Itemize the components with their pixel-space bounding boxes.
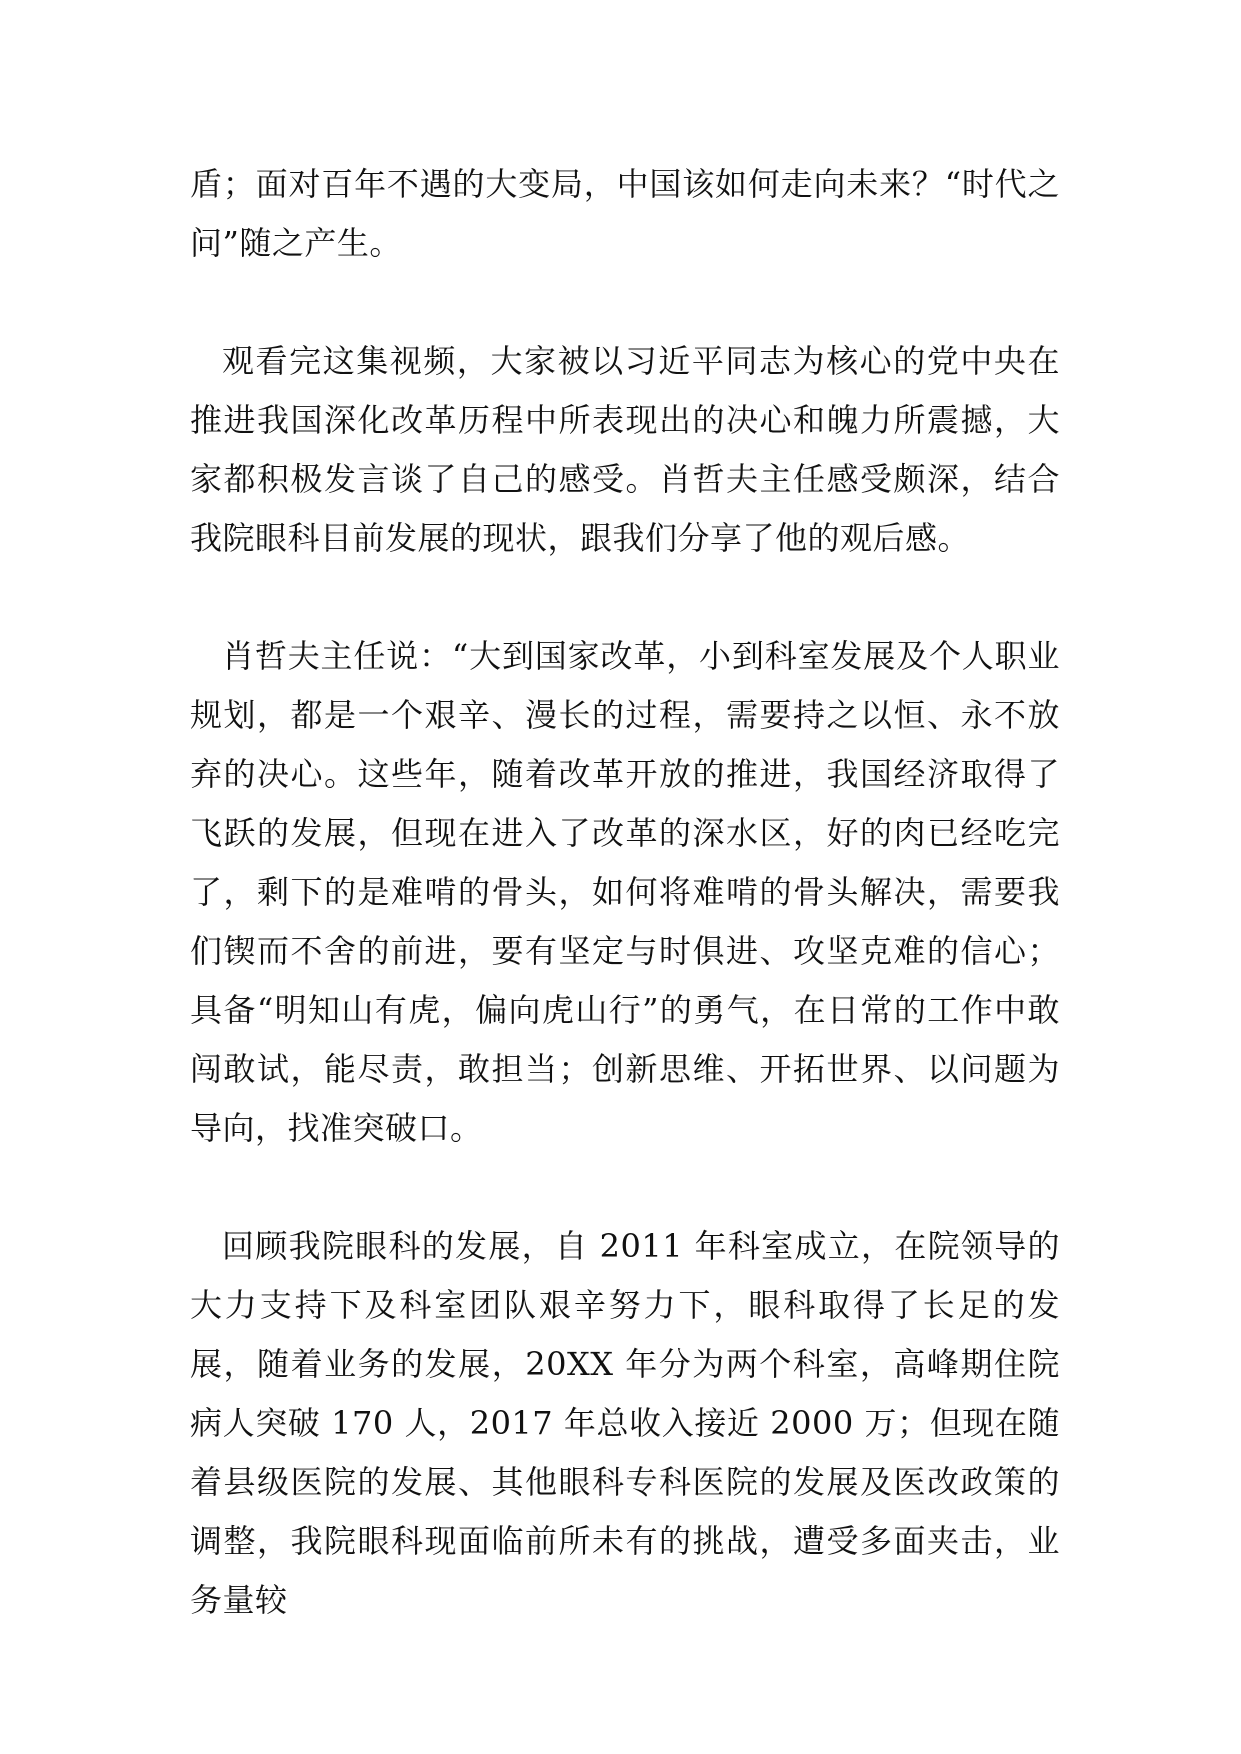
document-page [190, 155, 1060, 1630]
paragraph-department-history: 回顾我院眼科的发展，自 2011 年科室成立，在院领导的大力支持下及科室团队艰辛努力下，眼科取得了长足的发展，随着业务的发展，20XX 年分为两个科室，高峰期住院病人突破 170 人，2017 年总收入接近 2000 万；但现在随着县级医院的发展、其他眼科专科医院的发展及医改政策的调整，我院眼科现面临前所未有的挑战，遭受多面夹击，业务量较 [190, 1227, 1060, 1619]
paragraph-director-quote: 肖哲夫主任说：“大到国家改革，小到科室发展及个人职业规划，都是一个艰辛、漫长的过程，需要持之以恒、永不放弃的决心。这些年，随着改革开放的推进，我国经济取得了飞跃的发展，但现在进入了改革的深水区，好的肉已经吃完了，剩下的是难啃的骨头，如何将难啃的骨头解决，需要我们锲而不舍的前进，要有坚定与时俱进、攻坚克难的信心；具备“明知山有虎，偏向虎山行”的勇气，在日常的工作中敢闯敢试，能尽责，敢担当；创新思维、开拓世界、以问题为导向，找准突破口。 [190, 637, 1060, 1147]
paragraph-continuation: 盾；面对百年不遇的大变局，中国该如何走向未来？“时代之问”随之产生。 [190, 165, 1060, 262]
paragraph-video-reflection: 观看完这集视频，大家被以习近平同志为核心的党中央在推进我国深化改革历程中所表现出的决心和魄力所震撼，大家都积极发言谈了自己的感受。肖哲夫主任感受颇深，结合我院眼科目前发展的现状，跟我们分享了他的观后感。 [190, 342, 1060, 557]
